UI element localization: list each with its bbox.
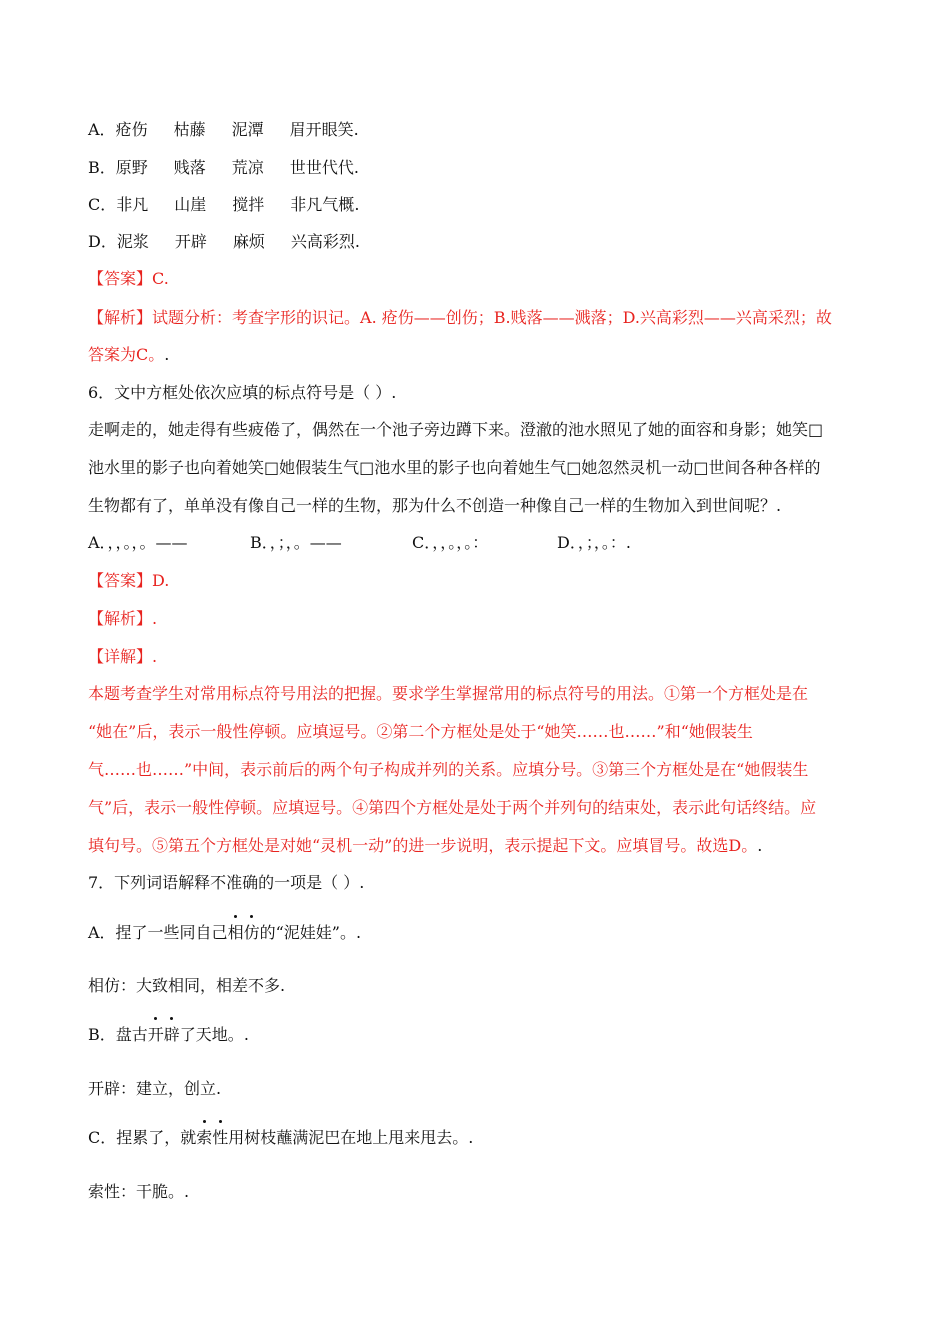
line-tail: . bbox=[354, 232, 360, 251]
option-d: D．，；，。： bbox=[557, 533, 626, 552]
q5-analysis-line-1 bbox=[88, 307, 868, 329]
line-tail: . bbox=[776, 496, 782, 515]
option-text: A．捏了一些同自己 bbox=[88, 923, 228, 942]
line-tail: . bbox=[468, 1128, 474, 1147]
option-text: 了天地。 bbox=[179, 1025, 244, 1044]
answer-value: C bbox=[152, 269, 164, 288]
explanation-text: 索性：干脆。 bbox=[88, 1182, 185, 1201]
option-b: B．，；，。—— bbox=[250, 533, 342, 552]
detail-tag: 【详解】 bbox=[88, 647, 153, 666]
line-tail: . bbox=[164, 345, 170, 364]
option-a: A．，，。，。—— bbox=[88, 533, 188, 552]
line-tail: . bbox=[355, 923, 362, 942]
line-tail: . bbox=[280, 976, 286, 995]
detail-text: “她在”后，表示一般性停顿。应填逗号。②第二个方框处是处于“她笑……也……”和“她假装生 bbox=[88, 722, 753, 741]
answer-tag: 【答案】 bbox=[88, 571, 153, 590]
q6-passage-line-1 bbox=[88, 419, 868, 441]
detail-text: 气……也……”中间，表示前后的两个句子构成并列的关系。应填分号。③第三个方框处是在“她假装生 bbox=[88, 760, 809, 779]
option-label: B． bbox=[88, 158, 116, 177]
option-word: 原野 bbox=[115, 158, 148, 177]
emphasis-dot-char: 相 bbox=[227, 923, 244, 942]
passage-text: 走啊走的，她走得有些疲倦了，偶然在一个池子旁边蹲下来。澄澈的池水照见了她的面容和身影；她笑□ bbox=[88, 420, 824, 439]
line-tail: . bbox=[152, 609, 158, 628]
q6-detail-line-1 bbox=[88, 683, 868, 705]
line-tail: . bbox=[152, 647, 158, 666]
q6-question bbox=[88, 382, 868, 404]
line-tail: . bbox=[216, 1079, 222, 1098]
explanation-text: 开辟：建立，创立 bbox=[88, 1079, 217, 1098]
option-word: 荒凉 bbox=[231, 158, 264, 177]
q5-answer bbox=[88, 268, 868, 290]
emphasis-dot-char: 性 bbox=[212, 1128, 229, 1147]
q7-question bbox=[88, 872, 868, 894]
q5-option-d bbox=[88, 231, 868, 253]
q5-analysis-line-2 bbox=[88, 344, 868, 366]
line-tail: . bbox=[354, 195, 360, 214]
line-tail: . bbox=[625, 533, 631, 552]
line-tail: . bbox=[164, 571, 170, 590]
option-label: C． bbox=[88, 195, 117, 214]
line-tail: . bbox=[391, 383, 397, 402]
detail-text: 本题考查学生对常用标点符号用法的把握。要求学生掌握常用的标点符号的用法。①第一个方框处是在 bbox=[88, 684, 809, 703]
dotted-word bbox=[228, 923, 260, 942]
answer-tag: 【答案】 bbox=[88, 269, 153, 288]
q5-option-a bbox=[88, 119, 868, 141]
analysis-text: 答案为C。 bbox=[88, 345, 165, 364]
q5-option-b bbox=[88, 157, 868, 179]
q6-passage-line-2 bbox=[88, 457, 868, 479]
q7-expl-b bbox=[88, 1078, 868, 1100]
emphasized-word bbox=[196, 1128, 228, 1147]
option-text: C．捏累了，就 bbox=[88, 1128, 197, 1147]
detail-text: 填句号。⑤第五个方框处是对她“灵机一动”的进一步说明，表示提起下文。应填冒号。故选D。 bbox=[88, 836, 758, 855]
detail-text: 气”后，表示一般性停顿。应填逗号。④第四个方框处是处于两个并列句的结束处，表示此句话终结。应 bbox=[88, 798, 817, 817]
option-word: 贱落 bbox=[173, 158, 206, 177]
emphasis-dot-char: 开 bbox=[147, 1025, 164, 1044]
emphasis-dot-char: 仿 bbox=[243, 923, 260, 942]
q7-expl-a bbox=[88, 975, 868, 997]
option-word: 枯藤 bbox=[173, 120, 206, 139]
q5-option-c bbox=[88, 194, 868, 216]
q6-detail-line-2 bbox=[88, 721, 868, 743]
line-tail: . bbox=[353, 158, 359, 177]
line-tail: . bbox=[353, 120, 359, 139]
option-text: B．盘古 bbox=[88, 1025, 148, 1044]
line-tail: . bbox=[163, 269, 169, 288]
option-word: 非凡 bbox=[116, 195, 149, 214]
explanation-text: 相仿：大致相同，相差不多 bbox=[88, 976, 281, 995]
q7-option-c bbox=[88, 1127, 868, 1149]
analysis-tag: 【解析】 bbox=[88, 609, 153, 628]
option-text: 用树枝蘸满泥巴在地上甩来甩去。 bbox=[228, 1128, 469, 1147]
q6-detail-tag bbox=[88, 646, 868, 668]
option-text: 的“泥娃娃”。 bbox=[259, 923, 356, 942]
option-word: 泥浆 bbox=[116, 232, 149, 251]
option-word: 山崖 bbox=[174, 195, 207, 214]
line-tail: . bbox=[243, 1025, 249, 1044]
q7-option-a bbox=[88, 922, 868, 944]
line-tail: . bbox=[359, 873, 365, 892]
emphasis-dot-char: 辟 bbox=[163, 1025, 180, 1044]
line-tail: . bbox=[184, 1182, 190, 1201]
option-word: 开辟 bbox=[174, 232, 207, 251]
passage-text: 生物都有了，单单没有像自己一样的生物，那为什么不创造一种像自己一样的生物加入到世间呢？ bbox=[88, 496, 777, 515]
q6-detail-line-4 bbox=[88, 797, 868, 819]
option-c: C．，，。，。： bbox=[412, 533, 489, 552]
emphasized-word bbox=[228, 923, 260, 942]
q7-option-b bbox=[88, 1024, 868, 1046]
analysis-text: 试题分析：考查字形的识记。A. 疮伤——创伤；B.贱落——溅落；D.兴高彩烈——兴高采烈；故 bbox=[152, 308, 832, 327]
q6-options bbox=[88, 532, 868, 554]
line-tail: . bbox=[757, 836, 763, 855]
option-label: A． bbox=[88, 120, 116, 139]
option-word: 泥潭 bbox=[231, 120, 264, 139]
answer-value: D bbox=[152, 571, 165, 590]
option-word: 疮伤 bbox=[115, 120, 148, 139]
option-word: 眉开眼笑 bbox=[289, 120, 354, 139]
emphasized-word bbox=[148, 1025, 180, 1044]
option-word: 非凡气概 bbox=[290, 195, 355, 214]
analysis-tag: 【解析】 bbox=[88, 308, 153, 327]
option-word: 麻烦 bbox=[232, 232, 265, 251]
q6-analysis bbox=[88, 608, 868, 630]
q6-passage-line-3 bbox=[88, 495, 868, 517]
option-word: 兴高彩烈 bbox=[290, 232, 355, 251]
q7-expl-c bbox=[88, 1181, 868, 1203]
option-label: D． bbox=[88, 232, 117, 251]
option-word: 搅拌 bbox=[232, 195, 265, 214]
question-text: 6．文中方框处依次应填的标点符号是（ ） bbox=[88, 383, 392, 402]
q6-answer bbox=[88, 570, 868, 592]
emphasis-dot-char: 索 bbox=[196, 1128, 213, 1147]
q6-detail-line-5 bbox=[88, 835, 868, 857]
option-word: 世世代代 bbox=[289, 158, 354, 177]
q6-detail-line-3 bbox=[88, 759, 868, 781]
passage-text: 池水里的影子也向着她笑□她假装生气□池水里的影子也向着她生气□她忽然灵机一动□世间各种各样的 bbox=[88, 458, 821, 477]
question-text: 7．下列词语解释不准确的一项是（ ） bbox=[88, 873, 360, 892]
